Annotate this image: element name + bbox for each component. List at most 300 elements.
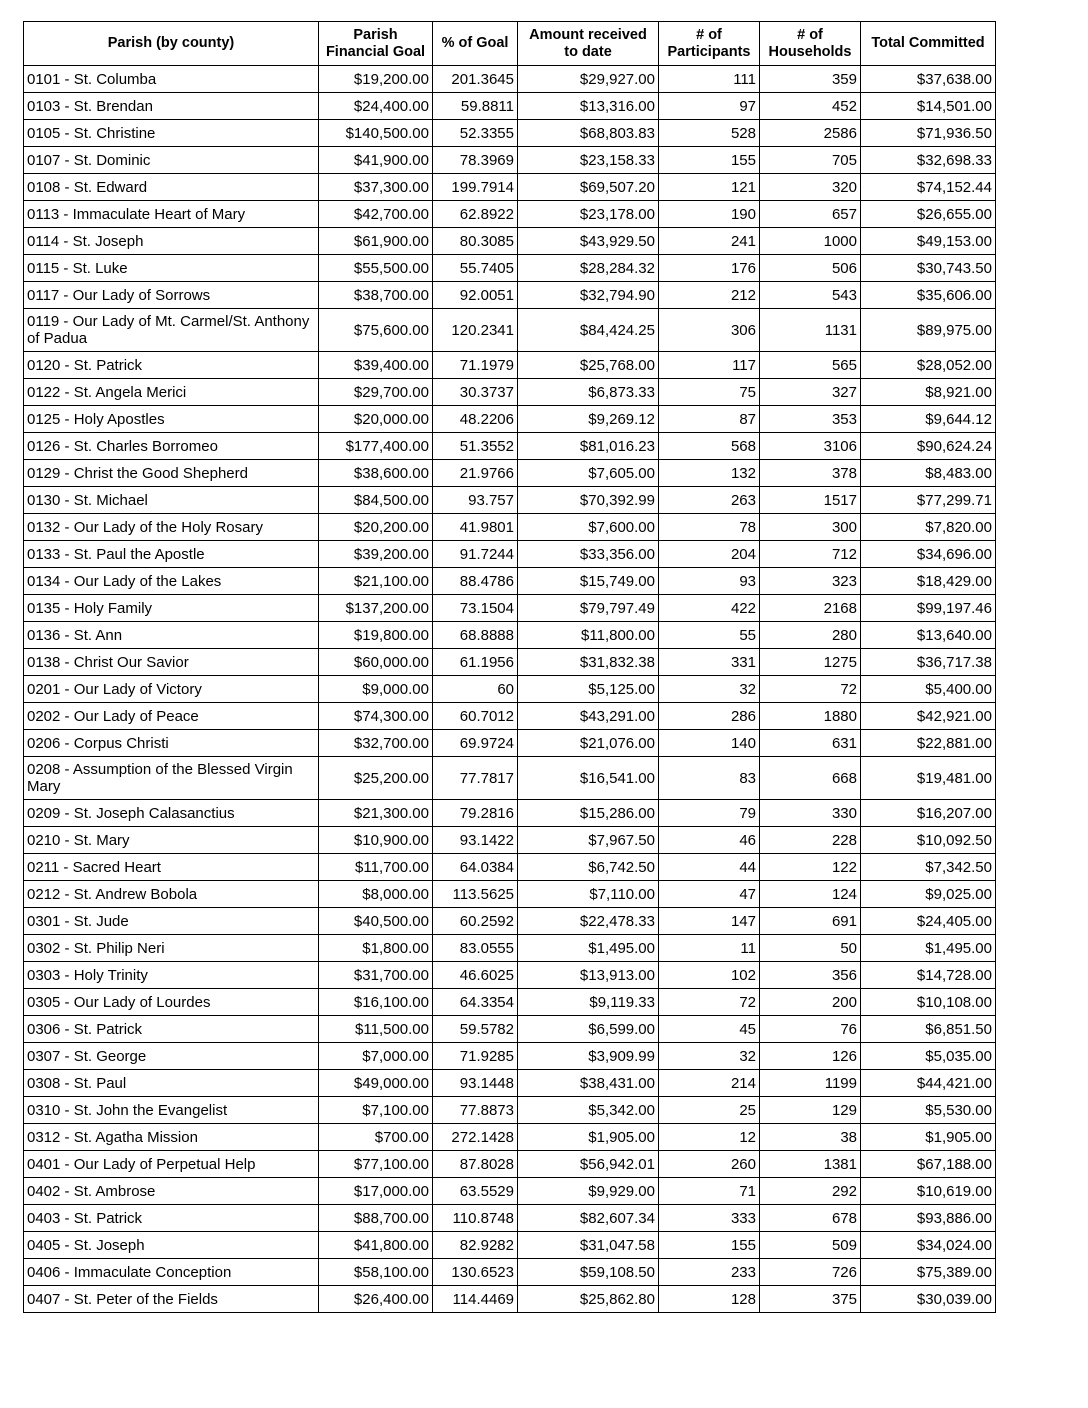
total-committed-cell: $90,624.24 (861, 433, 996, 460)
participants-cell: 260 (659, 1151, 760, 1178)
participants-cell: 190 (659, 201, 760, 228)
participants-cell: 93 (659, 568, 760, 595)
percent-of-goal-cell: 272.1428 (433, 1124, 518, 1151)
table-row (24, 174, 996, 201)
total-committed-cell: $30,743.50 (861, 255, 996, 282)
participants-cell: 32 (659, 676, 760, 703)
table-row (24, 757, 996, 800)
parish-name-cell: 0303 - Holy Trinity (24, 962, 319, 989)
financial-goal-cell: $29,700.00 (319, 379, 433, 406)
percent-of-goal-cell: 55.7405 (433, 255, 518, 282)
table-row (24, 800, 996, 827)
amount-received-cell: $68,803.83 (518, 120, 659, 147)
financial-goal-cell: $55,500.00 (319, 255, 433, 282)
amount-received-cell: $9,269.12 (518, 406, 659, 433)
parish-name-cell: 0108 - St. Edward (24, 174, 319, 201)
households-cell: 452 (760, 93, 861, 120)
amount-received-cell: $33,356.00 (518, 541, 659, 568)
participants-cell: 132 (659, 460, 760, 487)
amount-received-cell: $7,110.00 (518, 881, 659, 908)
parish-name-cell: 0211 - Sacred Heart (24, 854, 319, 881)
households-cell: 353 (760, 406, 861, 433)
financial-goal-cell: $11,500.00 (319, 1016, 433, 1043)
table-row (24, 66, 996, 93)
financial-goal-cell: $42,700.00 (319, 201, 433, 228)
households-cell: 2168 (760, 595, 861, 622)
financial-goal-cell: $39,400.00 (319, 352, 433, 379)
amount-received-cell: $16,541.00 (518, 757, 659, 800)
total-committed-cell: $13,640.00 (861, 622, 996, 649)
table-row (24, 406, 996, 433)
participants-cell: 12 (659, 1124, 760, 1151)
participants-cell: 25 (659, 1097, 760, 1124)
households-cell: 668 (760, 757, 861, 800)
participants-cell: 75 (659, 379, 760, 406)
financial-goal-cell: $38,600.00 (319, 460, 433, 487)
percent-of-goal-cell: 82.9282 (433, 1232, 518, 1259)
percent-of-goal-cell: 92.0051 (433, 282, 518, 309)
financial-goal-cell: $7,100.00 (319, 1097, 433, 1124)
participants-cell: 422 (659, 595, 760, 622)
table-row (24, 1205, 996, 1232)
financial-goal-cell: $38,700.00 (319, 282, 433, 309)
amount-received-cell: $21,076.00 (518, 730, 659, 757)
table-row (24, 703, 996, 730)
households-cell: 126 (760, 1043, 861, 1070)
table-row (24, 120, 996, 147)
amount-received-cell: $23,158.33 (518, 147, 659, 174)
percent-of-goal-cell: 61.1956 (433, 649, 518, 676)
percent-of-goal-cell: 51.3552 (433, 433, 518, 460)
total-committed-cell: $1,495.00 (861, 935, 996, 962)
header-percent-goal: % of Goal (433, 22, 518, 66)
header-amount-received: Amount received to date (518, 22, 659, 66)
financial-goal-cell: $77,100.00 (319, 1151, 433, 1178)
financial-goal-cell: $1,800.00 (319, 935, 433, 962)
percent-of-goal-cell: 77.7817 (433, 757, 518, 800)
parish-name-cell: 0307 - St. George (24, 1043, 319, 1070)
participants-cell: 87 (659, 406, 760, 433)
total-committed-cell: $19,481.00 (861, 757, 996, 800)
households-cell: 565 (760, 352, 861, 379)
table-row (24, 228, 996, 255)
table-row (24, 201, 996, 228)
participants-cell: 333 (659, 1205, 760, 1232)
amount-received-cell: $22,478.33 (518, 908, 659, 935)
households-cell: 300 (760, 514, 861, 541)
percent-of-goal-cell: 71.9285 (433, 1043, 518, 1070)
participants-cell: 176 (659, 255, 760, 282)
amount-received-cell: $1,905.00 (518, 1124, 659, 1151)
total-committed-cell: $10,108.00 (861, 989, 996, 1016)
households-cell: 691 (760, 908, 861, 935)
financial-goal-cell: $20,000.00 (319, 406, 433, 433)
amount-received-cell: $15,286.00 (518, 800, 659, 827)
amount-received-cell: $5,342.00 (518, 1097, 659, 1124)
percent-of-goal-cell: 199.7914 (433, 174, 518, 201)
total-committed-cell: $30,039.00 (861, 1286, 996, 1313)
financial-goal-cell: $11,700.00 (319, 854, 433, 881)
financial-goal-cell: $19,800.00 (319, 622, 433, 649)
parish-name-cell: 0403 - St. Patrick (24, 1205, 319, 1232)
participants-cell: 11 (659, 935, 760, 962)
amount-received-cell: $7,600.00 (518, 514, 659, 541)
total-committed-cell: $5,530.00 (861, 1097, 996, 1124)
financial-goal-cell: $84,500.00 (319, 487, 433, 514)
percent-of-goal-cell: 110.8748 (433, 1205, 518, 1232)
financial-goal-cell: $58,100.00 (319, 1259, 433, 1286)
percent-of-goal-cell: 113.5625 (433, 881, 518, 908)
table-row (24, 649, 996, 676)
amount-received-cell: $81,016.23 (518, 433, 659, 460)
amount-received-cell: $82,607.34 (518, 1205, 659, 1232)
total-committed-cell: $71,936.50 (861, 120, 996, 147)
households-cell: 506 (760, 255, 861, 282)
total-committed-cell: $49,153.00 (861, 228, 996, 255)
households-cell: 1880 (760, 703, 861, 730)
percent-of-goal-cell: 79.2816 (433, 800, 518, 827)
participants-cell: 55 (659, 622, 760, 649)
parish-name-cell: 0202 - Our Lady of Peace (24, 703, 319, 730)
households-cell: 327 (760, 379, 861, 406)
households-cell: 323 (760, 568, 861, 595)
table-row (24, 433, 996, 460)
amount-received-cell: $84,424.25 (518, 309, 659, 352)
amount-received-cell: $11,800.00 (518, 622, 659, 649)
parish-name-cell: 0119 - Our Lady of Mt. Carmel/St. Anthony of Padua (24, 309, 319, 352)
table-row (24, 1097, 996, 1124)
participants-cell: 155 (659, 147, 760, 174)
parish-name-cell: 0312 - St. Agatha Mission (24, 1124, 319, 1151)
amount-received-cell: $6,742.50 (518, 854, 659, 881)
parish-name-cell: 0136 - St. Ann (24, 622, 319, 649)
parish-name-cell: 0208 - Assumption of the Blessed Virgin Mary (24, 757, 319, 800)
households-cell: 3106 (760, 433, 861, 460)
total-committed-cell: $8,483.00 (861, 460, 996, 487)
financial-goal-cell: $16,100.00 (319, 989, 433, 1016)
financial-goal-cell: $8,000.00 (319, 881, 433, 908)
total-committed-cell: $32,698.33 (861, 147, 996, 174)
header-households: # of Households (760, 22, 861, 66)
financial-goal-cell: $75,600.00 (319, 309, 433, 352)
amount-received-cell: $56,942.01 (518, 1151, 659, 1178)
financial-goal-cell: $37,300.00 (319, 174, 433, 201)
total-committed-cell: $9,025.00 (861, 881, 996, 908)
table-row (24, 352, 996, 379)
parish-name-cell: 0132 - Our Lady of the Holy Rosary (24, 514, 319, 541)
participants-cell: 44 (659, 854, 760, 881)
financial-goal-cell: $177,400.00 (319, 433, 433, 460)
total-committed-cell: $24,405.00 (861, 908, 996, 935)
amount-received-cell: $13,316.00 (518, 93, 659, 120)
households-cell: 228 (760, 827, 861, 854)
percent-of-goal-cell: 64.3354 (433, 989, 518, 1016)
amount-received-cell: $7,967.50 (518, 827, 659, 854)
parish-name-cell: 0405 - St. Joseph (24, 1232, 319, 1259)
households-cell: 678 (760, 1205, 861, 1232)
financial-goal-cell: $26,400.00 (319, 1286, 433, 1313)
households-cell: 129 (760, 1097, 861, 1124)
participants-cell: 331 (659, 649, 760, 676)
participants-cell: 72 (659, 989, 760, 1016)
financial-goal-cell: $41,800.00 (319, 1232, 433, 1259)
percent-of-goal-cell: 64.0384 (433, 854, 518, 881)
total-committed-cell: $6,851.50 (861, 1016, 996, 1043)
total-committed-cell: $37,638.00 (861, 66, 996, 93)
parish-name-cell: 0402 - St. Ambrose (24, 1178, 319, 1205)
financial-goal-cell: $21,300.00 (319, 800, 433, 827)
percent-of-goal-cell: 73.1504 (433, 595, 518, 622)
households-cell: 1381 (760, 1151, 861, 1178)
percent-of-goal-cell: 130.6523 (433, 1259, 518, 1286)
amount-received-cell: $59,108.50 (518, 1259, 659, 1286)
financial-goal-cell: $10,900.00 (319, 827, 433, 854)
percent-of-goal-cell: 87.8028 (433, 1151, 518, 1178)
parish-name-cell: 0107 - St. Dominic (24, 147, 319, 174)
parish-name-cell: 0302 - St. Philip Neri (24, 935, 319, 962)
parish-name-cell: 0126 - St. Charles Borromeo (24, 433, 319, 460)
households-cell: 1131 (760, 309, 861, 352)
total-committed-cell: $99,197.46 (861, 595, 996, 622)
total-committed-cell: $89,975.00 (861, 309, 996, 352)
parish-name-cell: 0130 - St. Michael (24, 487, 319, 514)
participants-cell: 204 (659, 541, 760, 568)
percent-of-goal-cell: 93.1422 (433, 827, 518, 854)
percent-of-goal-cell: 60 (433, 676, 518, 703)
percent-of-goal-cell: 201.3645 (433, 66, 518, 93)
percent-of-goal-cell: 60.7012 (433, 703, 518, 730)
parish-name-cell: 0115 - St. Luke (24, 255, 319, 282)
households-cell: 72 (760, 676, 861, 703)
participants-cell: 47 (659, 881, 760, 908)
parish-name-cell: 0209 - St. Joseph Calasanctius (24, 800, 319, 827)
amount-received-cell: $6,873.33 (518, 379, 659, 406)
households-cell: 356 (760, 962, 861, 989)
table-row (24, 1070, 996, 1097)
participants-cell: 155 (659, 1232, 760, 1259)
households-cell: 543 (760, 282, 861, 309)
amount-received-cell: $31,832.38 (518, 649, 659, 676)
financial-goal-cell: $21,100.00 (319, 568, 433, 595)
participants-cell: 128 (659, 1286, 760, 1313)
parish-name-cell: 0117 - Our Lady of Sorrows (24, 282, 319, 309)
households-cell: 200 (760, 989, 861, 1016)
financial-goal-cell: $40,500.00 (319, 908, 433, 935)
participants-cell: 117 (659, 352, 760, 379)
table-row (24, 1151, 996, 1178)
parish-goals-table (23, 21, 996, 1313)
parish-name-cell: 0138 - Christ Our Savior (24, 649, 319, 676)
parish-name-cell: 0301 - St. Jude (24, 908, 319, 935)
total-committed-cell: $75,389.00 (861, 1259, 996, 1286)
percent-of-goal-cell: 48.2206 (433, 406, 518, 433)
financial-goal-cell: $61,900.00 (319, 228, 433, 255)
table-row (24, 487, 996, 514)
total-committed-cell: $9,644.12 (861, 406, 996, 433)
table-row (24, 827, 996, 854)
table-row (24, 255, 996, 282)
amount-received-cell: $5,125.00 (518, 676, 659, 703)
financial-goal-cell: $19,200.00 (319, 66, 433, 93)
table-row (24, 514, 996, 541)
households-cell: 705 (760, 147, 861, 174)
percent-of-goal-cell: 59.5782 (433, 1016, 518, 1043)
percent-of-goal-cell: 93.1448 (433, 1070, 518, 1097)
table-row (24, 379, 996, 406)
households-cell: 375 (760, 1286, 861, 1313)
parish-name-cell: 0129 - Christ the Good Shepherd (24, 460, 319, 487)
table-row (24, 309, 996, 352)
amount-received-cell: $29,927.00 (518, 66, 659, 93)
amount-received-cell: $25,768.00 (518, 352, 659, 379)
table-row (24, 676, 996, 703)
households-cell: 726 (760, 1259, 861, 1286)
amount-received-cell: $31,047.58 (518, 1232, 659, 1259)
percent-of-goal-cell: 91.7244 (433, 541, 518, 568)
parish-name-cell: 0114 - St. Joseph (24, 228, 319, 255)
total-committed-cell: $26,655.00 (861, 201, 996, 228)
percent-of-goal-cell: 68.8888 (433, 622, 518, 649)
table-row (24, 962, 996, 989)
table-row (24, 1259, 996, 1286)
total-committed-cell: $77,299.71 (861, 487, 996, 514)
total-committed-cell: $10,092.50 (861, 827, 996, 854)
households-cell: 76 (760, 1016, 861, 1043)
households-cell: 631 (760, 730, 861, 757)
total-committed-cell: $44,421.00 (861, 1070, 996, 1097)
amount-received-cell: $6,599.00 (518, 1016, 659, 1043)
households-cell: 359 (760, 66, 861, 93)
total-committed-cell: $93,886.00 (861, 1205, 996, 1232)
participants-cell: 83 (659, 757, 760, 800)
percent-of-goal-cell: 52.3355 (433, 120, 518, 147)
participants-cell: 121 (659, 174, 760, 201)
parish-name-cell: 0310 - St. John the Evangelist (24, 1097, 319, 1124)
amount-received-cell: $15,749.00 (518, 568, 659, 595)
percent-of-goal-cell: 60.2592 (433, 908, 518, 935)
percent-of-goal-cell: 62.8922 (433, 201, 518, 228)
total-committed-cell: $10,619.00 (861, 1178, 996, 1205)
percent-of-goal-cell: 30.3737 (433, 379, 518, 406)
households-cell: 124 (760, 881, 861, 908)
total-committed-cell: $8,921.00 (861, 379, 996, 406)
amount-received-cell: $43,291.00 (518, 703, 659, 730)
participants-cell: 241 (659, 228, 760, 255)
total-committed-cell: $18,429.00 (861, 568, 996, 595)
total-committed-cell: $7,820.00 (861, 514, 996, 541)
amount-received-cell: $69,507.20 (518, 174, 659, 201)
amount-received-cell: $79,797.49 (518, 595, 659, 622)
total-committed-cell: $35,606.00 (861, 282, 996, 309)
financial-goal-cell: $700.00 (319, 1124, 433, 1151)
financial-goal-cell: $137,200.00 (319, 595, 433, 622)
participants-cell: 111 (659, 66, 760, 93)
percent-of-goal-cell: 88.4786 (433, 568, 518, 595)
financial-goal-cell: $31,700.00 (319, 962, 433, 989)
header-parish: Parish (by county) (24, 22, 319, 66)
parish-name-cell: 0101 - St. Columba (24, 66, 319, 93)
total-committed-cell: $34,024.00 (861, 1232, 996, 1259)
financial-goal-cell: $7,000.00 (319, 1043, 433, 1070)
total-committed-cell: $7,342.50 (861, 854, 996, 881)
percent-of-goal-cell: 77.8873 (433, 1097, 518, 1124)
households-cell: 330 (760, 800, 861, 827)
amount-received-cell: $1,495.00 (518, 935, 659, 962)
participants-cell: 286 (659, 703, 760, 730)
table-row (24, 989, 996, 1016)
households-cell: 657 (760, 201, 861, 228)
table-row (24, 1016, 996, 1043)
total-committed-cell: $34,696.00 (861, 541, 996, 568)
amount-received-cell: $28,284.32 (518, 255, 659, 282)
households-cell: 509 (760, 1232, 861, 1259)
parish-name-cell: 0120 - St. Patrick (24, 352, 319, 379)
participants-cell: 97 (659, 93, 760, 120)
amount-received-cell: $7,605.00 (518, 460, 659, 487)
participants-cell: 528 (659, 120, 760, 147)
total-committed-cell: $36,717.38 (861, 649, 996, 676)
amount-received-cell: $23,178.00 (518, 201, 659, 228)
parish-name-cell: 0407 - St. Peter of the Fields (24, 1286, 319, 1313)
table-row (24, 1043, 996, 1070)
table-row (24, 854, 996, 881)
participants-cell: 306 (659, 309, 760, 352)
percent-of-goal-cell: 41.9801 (433, 514, 518, 541)
financial-goal-cell: $17,000.00 (319, 1178, 433, 1205)
total-committed-cell: $5,400.00 (861, 676, 996, 703)
amount-received-cell: $25,862.80 (518, 1286, 659, 1313)
parish-name-cell: 0122 - St. Angela Merici (24, 379, 319, 406)
total-committed-cell: $42,921.00 (861, 703, 996, 730)
participants-cell: 263 (659, 487, 760, 514)
percent-of-goal-cell: 114.4469 (433, 1286, 518, 1313)
total-committed-cell: $28,052.00 (861, 352, 996, 379)
financial-goal-cell: $74,300.00 (319, 703, 433, 730)
total-committed-cell: $22,881.00 (861, 730, 996, 757)
households-cell: 2586 (760, 120, 861, 147)
parish-name-cell: 0308 - St. Paul (24, 1070, 319, 1097)
table-row (24, 881, 996, 908)
households-cell: 378 (760, 460, 861, 487)
participants-cell: 102 (659, 962, 760, 989)
table-body (24, 66, 996, 1313)
percent-of-goal-cell: 83.0555 (433, 935, 518, 962)
financial-goal-cell: $32,700.00 (319, 730, 433, 757)
financial-goal-cell: $49,000.00 (319, 1070, 433, 1097)
households-cell: 292 (760, 1178, 861, 1205)
financial-goal-cell: $41,900.00 (319, 147, 433, 174)
financial-goal-cell: $24,400.00 (319, 93, 433, 120)
participants-cell: 32 (659, 1043, 760, 1070)
households-cell: 122 (760, 854, 861, 881)
parish-name-cell: 0133 - St. Paul the Apostle (24, 541, 319, 568)
parish-name-cell: 0125 - Holy Apostles (24, 406, 319, 433)
total-committed-cell: $14,501.00 (861, 93, 996, 120)
percent-of-goal-cell: 46.6025 (433, 962, 518, 989)
participants-cell: 233 (659, 1259, 760, 1286)
table-row (24, 93, 996, 120)
header-row (24, 22, 996, 66)
financial-goal-cell: $25,200.00 (319, 757, 433, 800)
parish-name-cell: 0306 - St. Patrick (24, 1016, 319, 1043)
amount-received-cell: $13,913.00 (518, 962, 659, 989)
parish-name-cell: 0105 - St. Christine (24, 120, 319, 147)
table-row (24, 147, 996, 174)
total-committed-cell: $1,905.00 (861, 1124, 996, 1151)
percent-of-goal-cell: 93.757 (433, 487, 518, 514)
financial-goal-cell: $20,200.00 (319, 514, 433, 541)
table-row (24, 935, 996, 962)
